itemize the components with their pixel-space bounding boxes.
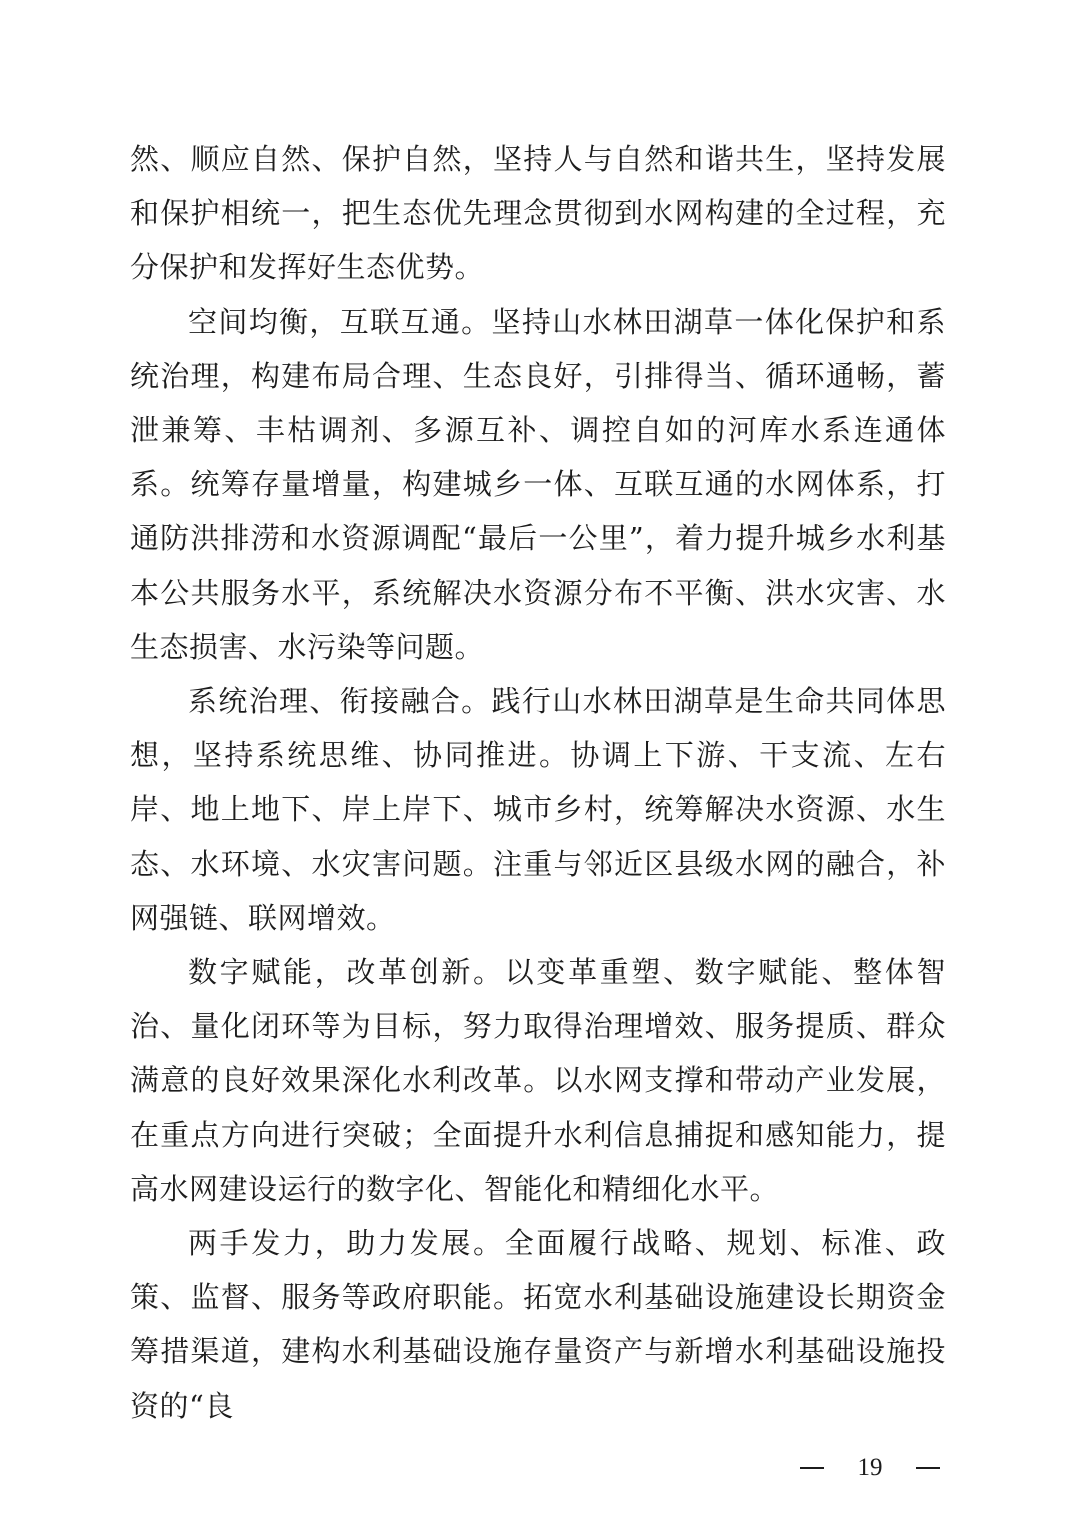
body-text [130, 132, 946, 1433]
footer-dash-right [916, 1467, 940, 1469]
footer-dash-left [800, 1467, 824, 1469]
page-footer [800, 1448, 940, 1488]
paragraph-two-hands: 两手发力，助力发展。全面履行战略、规划、标准、政策、监督、服务等政府职能。拓宽水利基础设施建设长期资金筹措渠道，建构水利基础设施存量资产与新增水利基础设施投资的“良 [130, 1226, 946, 1423]
paragraph-spatial-balance: 空间均衡，互联互通。坚持山水林田湖草一体化保护和系统治理，构建布局合理、生态良好，引排得当、循环通畅，蓄泄兼筹、丰枯调剂、多源互补、调控自如的河库水系连通体系。统筹存量增量，构建城乡一体、互联互通的水网体系，打通防洪排涝和水资源调配“最后一公里”，着力提升城乡水利基本公共服务水平，系统解决水资源分布不平衡、洪水灾害、水生态损害、水污染等问题。 [130, 304, 946, 664]
paragraph-continuation: 然、顺应自然、保护自然，坚持人与自然和谐共生，坚持发展和保护相统一，把生态优先理念贯彻到水网构建的全过程，充分保护和发挥好生态优势。 [130, 142, 946, 285]
page-number: 19 [857, 1454, 883, 1481]
paragraph-systematic-governance: 系统治理、衔接融合。践行山水林田湖草是生命共同体思想，坚持系统思维、协同推进。协调上下游、干支流、左右岸、地上地下、岸上岸下、城市乡村，统筹解决水资源、水生态、水环境、水灾害问题。注重与邻近区县级水网的融合，补网强链、联网增效。 [130, 684, 946, 935]
paragraph-digital-empowerment: 数字赋能，改革创新。以变革重塑、数字赋能、整体智治、量化闭环等为目标，努力取得治理增效、服务提质、群众满意的良好效果深化水利改革。以水网支撑和带动产业发展，在重点方向进行突破；全面提升水利信息捕捉和感知能力，提高水网建设运行的数字化、智能化和精细化水平。 [130, 955, 946, 1206]
